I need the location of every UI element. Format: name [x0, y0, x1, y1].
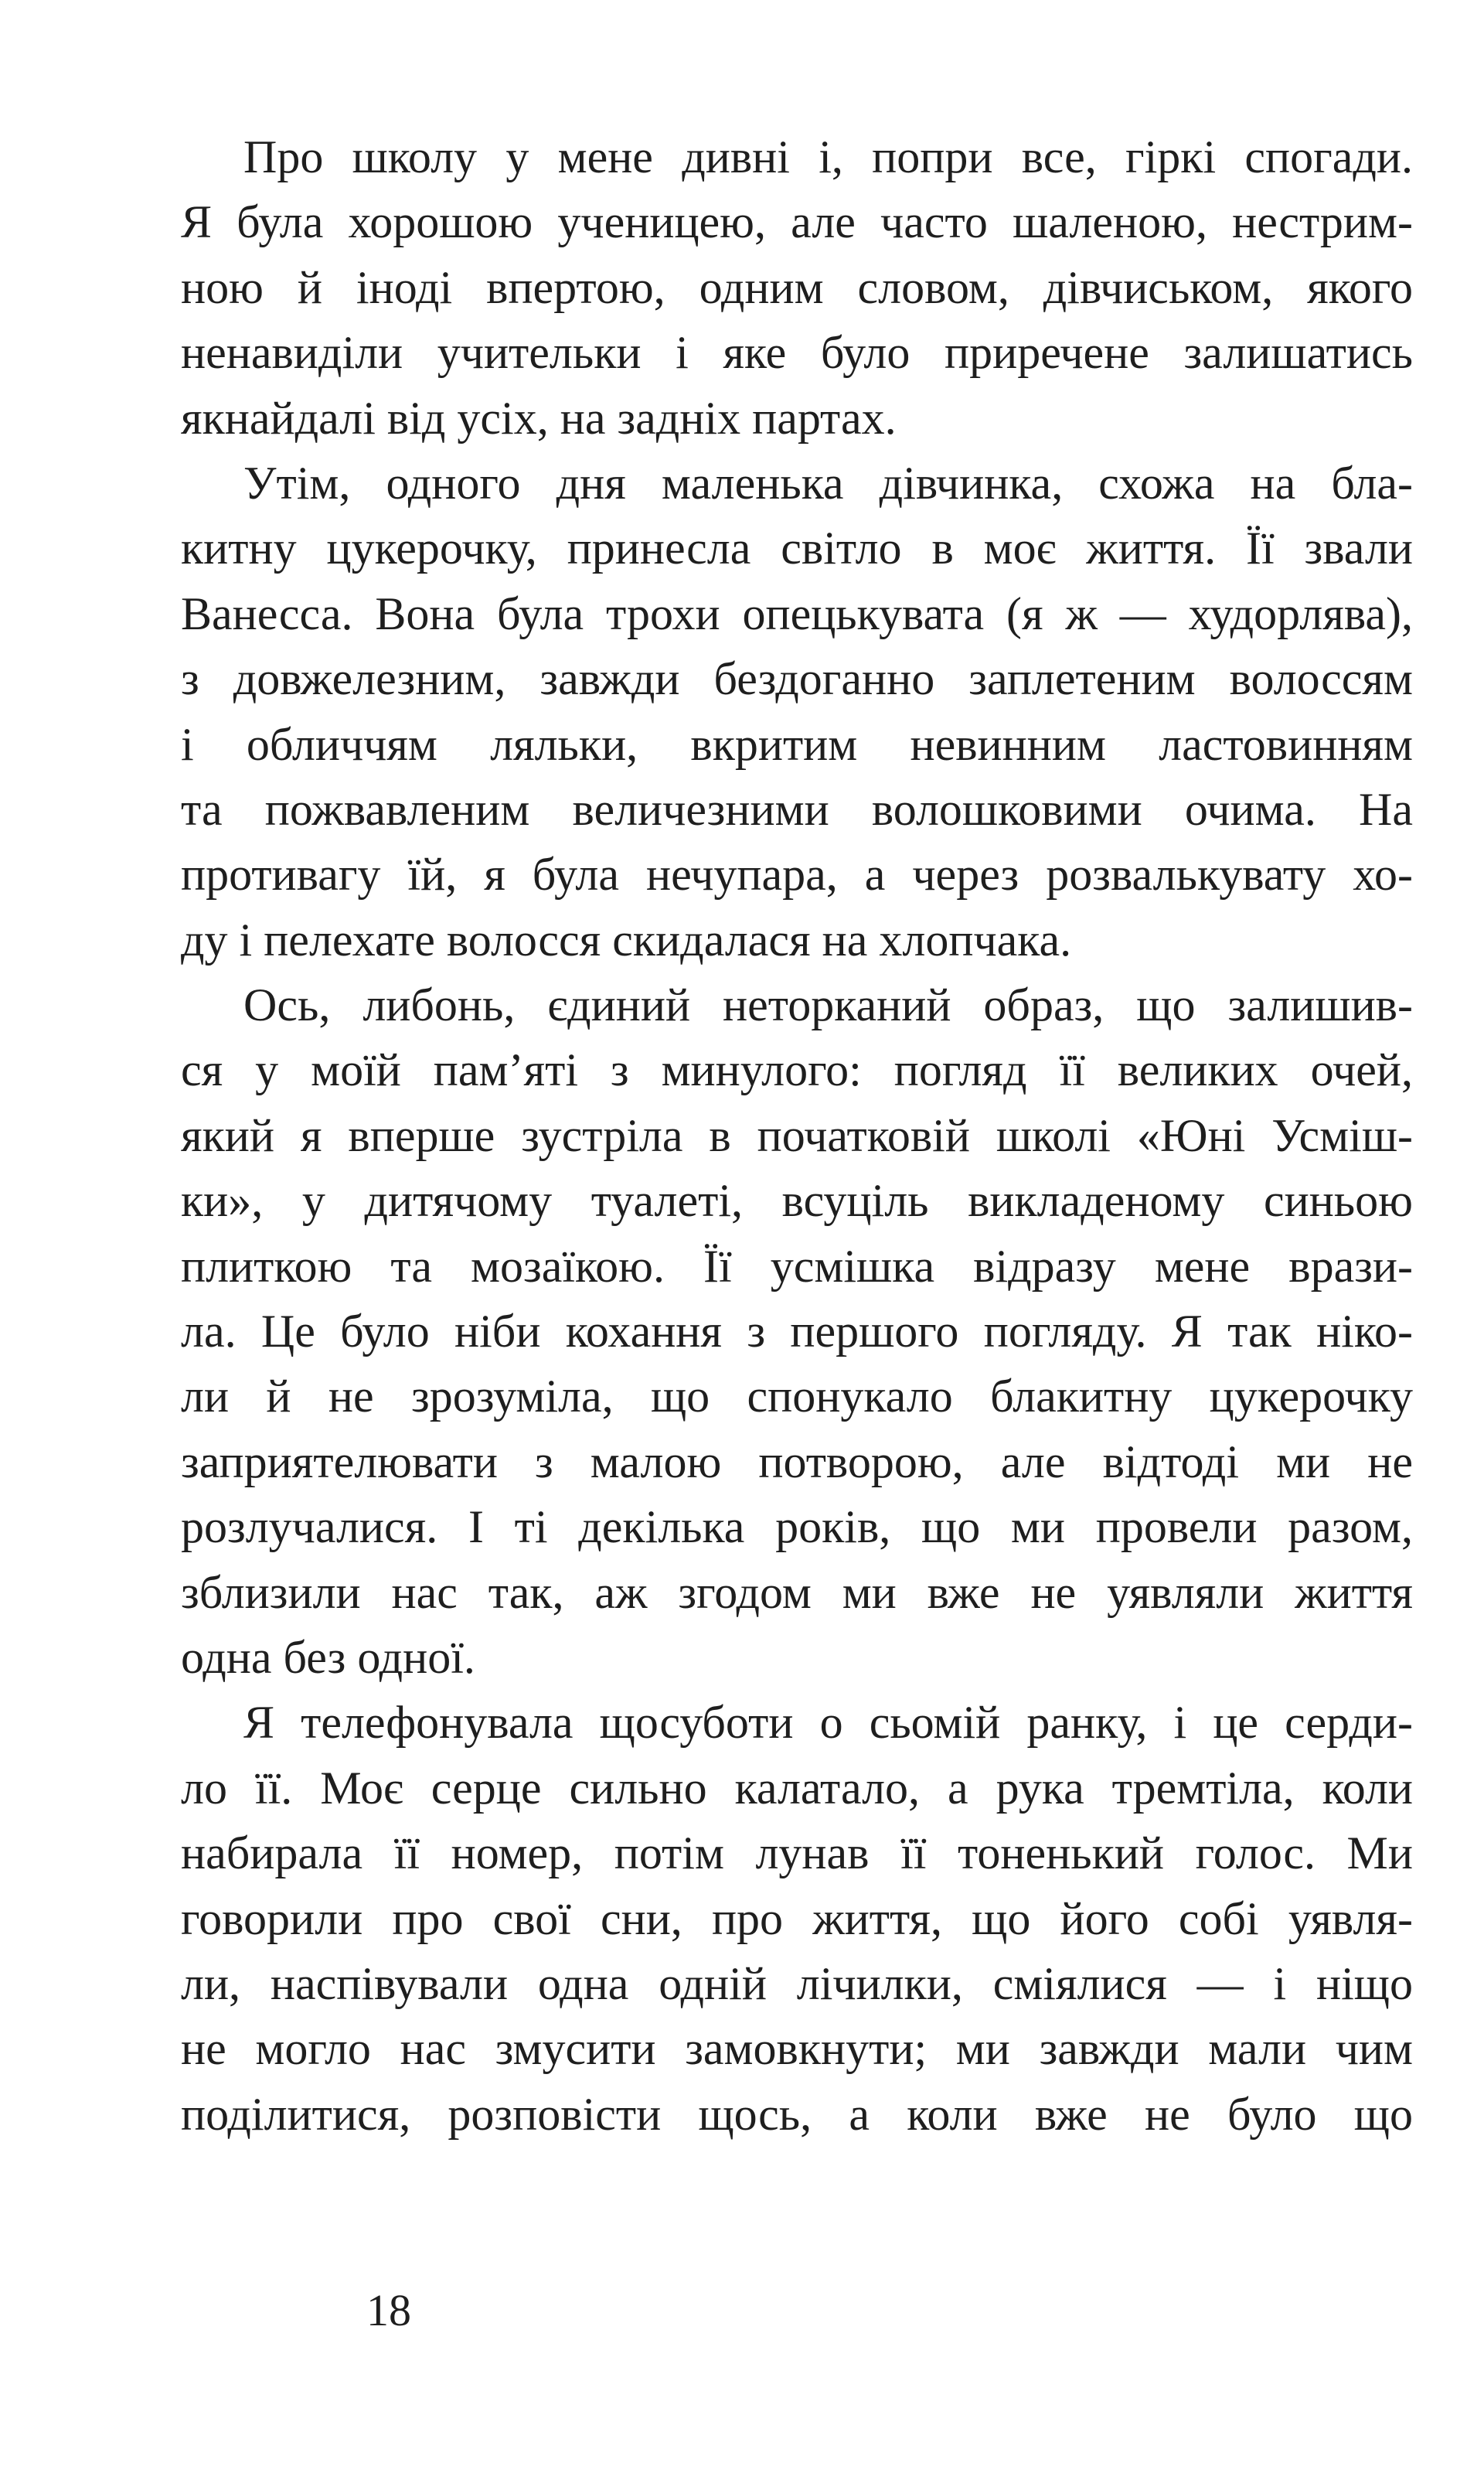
text-line: ла. Це було ніби кохання з першого погляду. Я так ніко- — [181, 1306, 1413, 1357]
text-line: Ось, либонь, єдиний неторканий образ, що залишив- — [243, 979, 1413, 1031]
text-line: Про школу у мене дивні і, попри все, гіркі спогади. — [243, 131, 1413, 182]
text-line: ли, наспівували одна одній лічилки, сміялися — і ніщо — [181, 1957, 1413, 2009]
text-line: з довжелезним, завжди бездоганно заплетеним волоссям — [181, 653, 1413, 705]
text-line: і обличчям ляльки, вкритим невинним ластовинням — [181, 718, 1413, 770]
text-line: поділитися, розповісти щось, а коли вже не було що — [181, 2088, 1413, 2140]
paragraph — [181, 972, 1413, 1690]
text-line: Я була хорошою ученицею, але часто шаленою, нестрим- — [181, 196, 1413, 248]
body-text — [181, 124, 1413, 2147]
page-number: 18 — [366, 2285, 411, 2335]
text-line: розлучалися. І ті декілька років, що ми провели разом, — [181, 1501, 1413, 1553]
text-line: ся у моїй пам’яті з минулого: погляд її великих очей, — [181, 1044, 1413, 1096]
text-line: плиткою та мозаїкою. Її усмішка відразу мене врази- — [181, 1240, 1413, 1292]
text-line: ки», у дитячому туалеті, всуціль викладеному синьою — [181, 1175, 1413, 1227]
text-line: не могло нас змусити замовкнути; ми завжди мали чим — [181, 2023, 1413, 2075]
text-line: та пожвавленим величезними волошковими очима. На — [181, 783, 1413, 835]
text-line: говорили про свої сни, про життя, що його собі уявля- — [181, 1892, 1413, 1944]
text-line: ли й не зрозуміла, що спонукало блакитну цукерочку — [181, 1371, 1413, 1422]
text-line: ною й іноді впертою, одним словом, дівчиськом, якого — [181, 261, 1413, 313]
text-line: одна без одної. — [181, 1631, 475, 1683]
text-line: Ванесса. Вона була трохи опецькувата (я ж — худорлява), — [181, 588, 1413, 639]
text-line: ненавиділи учительки і яке було приречене залишатись — [181, 327, 1413, 379]
text-line: заприятелювати з малою потворою, але відтоді ми не — [181, 1436, 1413, 1487]
text-line: Я телефонувала щосуботи о сьомій ранку, і це серди- — [243, 1697, 1413, 1749]
text-line: ло її. Моє серце сильно калатало, а рука тремтіла, коли — [181, 1762, 1413, 1814]
paragraph — [181, 124, 1413, 451]
text-line: Утім, одного дня маленька дівчинка, схожа на бла- — [243, 457, 1413, 509]
text-line: противагу їй, я була нечупара, а через розвалькувату хо- — [181, 849, 1413, 901]
paragraph — [181, 1690, 1413, 2147]
text-line: зблизили нас так, аж згодом ми вже не уявляли життя — [181, 1566, 1413, 1618]
text-line: якнайдалі від усіх, на задніх партах. — [181, 392, 897, 444]
paragraph — [181, 451, 1413, 972]
text-line: китну цукерочку, принесла світло в моє життя. Її звали — [181, 523, 1413, 574]
text-line: набирала її номер, потім лунав її тоненький голос. Ми — [181, 1827, 1413, 1879]
text-line: який я вперше зустріла в початковій школі «Юні Усміш- — [181, 1109, 1413, 1161]
text-line: ду і пелехате волосся скидалася на хлопчака. — [181, 914, 1072, 966]
